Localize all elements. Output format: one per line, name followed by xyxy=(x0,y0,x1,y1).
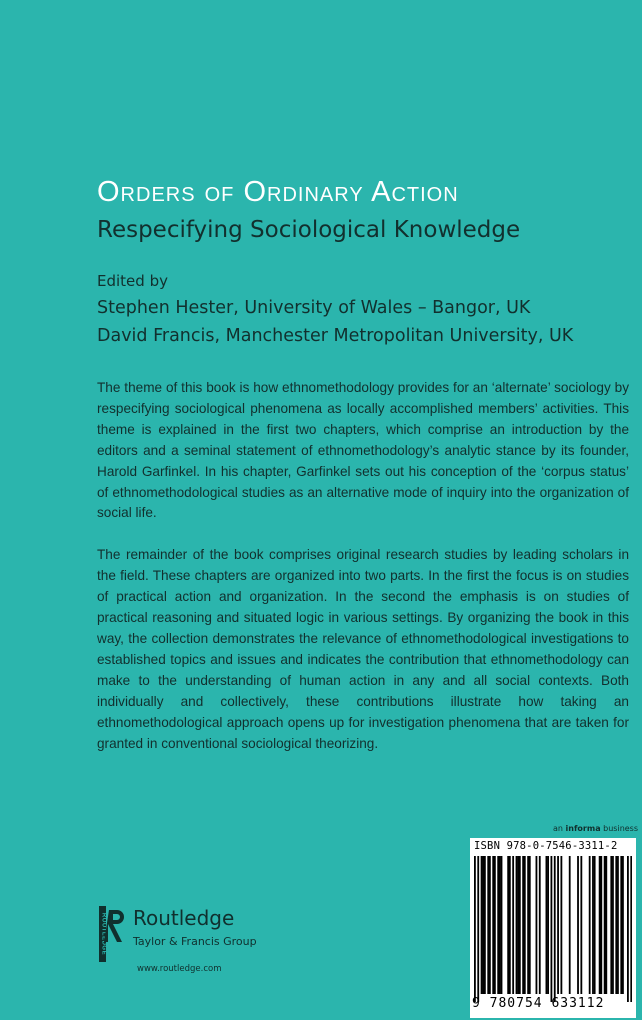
barcode-bar xyxy=(630,856,632,1002)
barcode-bar xyxy=(484,856,486,994)
barcode-bar xyxy=(622,856,624,994)
barcode-bar xyxy=(592,856,594,994)
barcode-bar xyxy=(610,856,612,994)
barcode-bar xyxy=(554,856,556,1002)
barcode-bar xyxy=(477,856,479,1002)
routledge-logo-icon xyxy=(97,906,127,962)
barcode-bar xyxy=(551,856,553,1002)
barcode-bar xyxy=(509,856,511,994)
informa-suffix: business xyxy=(600,824,639,833)
isbn-label: ISBN 978-0-7546-3311-2 xyxy=(474,840,618,852)
barcode-bar xyxy=(527,856,529,994)
barcode-bar xyxy=(604,856,606,994)
barcode-bar xyxy=(594,856,596,994)
blurb-paragraph: The theme of this book is how ethnomethodology provides for an ‘alternate’ sociology by respecifying sociological phenomena as locally accomplished members’ activities. This theme is explained in the first two chapters, which comprise an introduction by the editors and a seminal statement of ethnomethodology’s analytic stance by its founder, Harold Garfinkel. In his chapter, Garfinkel sets out his conception of the ‘corpus status’ of ethnomethodological studies as an alternative mode of inquiry into the organization of social life. xyxy=(97,380,629,521)
barcode-bar xyxy=(529,856,531,994)
barcode-bar xyxy=(539,856,541,994)
barcode-bar xyxy=(494,856,496,994)
barcode-bar xyxy=(487,856,489,994)
editors-block xyxy=(97,272,573,350)
barcode-bar xyxy=(507,856,509,994)
barcode-bar xyxy=(516,856,518,994)
logo-letters: ROUTLEDGE xyxy=(100,912,107,956)
publisher-url: www.routledge.com xyxy=(137,964,222,974)
barcode-bar xyxy=(612,856,614,994)
edited-by-label: Edited by xyxy=(97,272,168,290)
barcode-bar xyxy=(600,856,602,994)
isbn-barcode xyxy=(470,838,636,1018)
barcode-bar xyxy=(546,856,548,994)
barcode-bar xyxy=(481,856,483,994)
barcode-bar xyxy=(536,856,538,994)
barcode-bar xyxy=(599,856,601,994)
book-blurb xyxy=(97,378,629,775)
barcode-bar xyxy=(489,856,491,994)
barcode-bar xyxy=(482,856,484,994)
barcode-bar xyxy=(615,856,617,994)
barcode-bar xyxy=(605,856,607,994)
barcode-bar xyxy=(524,856,526,994)
informa-brand: informa xyxy=(565,824,601,833)
barcode-bar xyxy=(580,856,582,994)
barcode-bar xyxy=(497,856,499,994)
barcode-bar xyxy=(519,856,521,994)
barcode-bar xyxy=(501,856,503,994)
barcode-bar xyxy=(474,856,476,1002)
barcode-bar xyxy=(627,856,629,1002)
publisher-name: Routledge xyxy=(133,906,235,930)
informa-prefix: an xyxy=(553,824,566,833)
barcode-bar xyxy=(577,856,579,994)
book-subtitle: Respecifying Sociological Knowledge xyxy=(97,217,521,243)
barcode-bar xyxy=(589,856,591,994)
barcode-bar xyxy=(569,856,571,994)
editor-name: David Francis, Manchester Metropolitan University, UK xyxy=(97,326,574,346)
barcode-bar xyxy=(512,856,514,994)
barcode-bar xyxy=(620,856,622,994)
publisher-group: Taylor & Francis Group xyxy=(133,935,257,948)
barcode-bar xyxy=(517,856,519,994)
editor-name: Stephen Hester, University of Wales – Bangor, UK xyxy=(97,298,531,318)
barcode-bar xyxy=(547,856,549,994)
barcode-bar xyxy=(617,856,619,994)
informa-business-tag xyxy=(553,824,638,833)
barcode-bar xyxy=(522,856,524,994)
barcode-bar xyxy=(560,856,562,994)
barcode-bar xyxy=(499,856,501,994)
barcode-bar xyxy=(492,856,494,994)
barcode-bar xyxy=(557,856,559,994)
barcode-bars xyxy=(474,856,632,1002)
barcode-digits: 9 780754 633112 xyxy=(472,996,605,1011)
blurb-paragraph: The remainder of the book comprises original research studies by leading scholars in the field. These chapters are organized into two parts. In the first the focus is on studies of practical action and organization. In the second the emphasis is on studies of practical reasoning and situated logic in various settings. By organizing the book in this way, the collection demonstrates the relevance of ethnomethodological investigations to established topics and issues and indicates the contribution that ethnomethodology can make to the understanding of human action in any and all social contexts. Both individually and collectively, these contributions illustrate how taking an ethnomethodological approach opens up for investigation phenomena that are taken for granted in conventional sociological theorizing. xyxy=(97,547,629,751)
book-title: Orders of Ordinary Action xyxy=(97,176,459,208)
